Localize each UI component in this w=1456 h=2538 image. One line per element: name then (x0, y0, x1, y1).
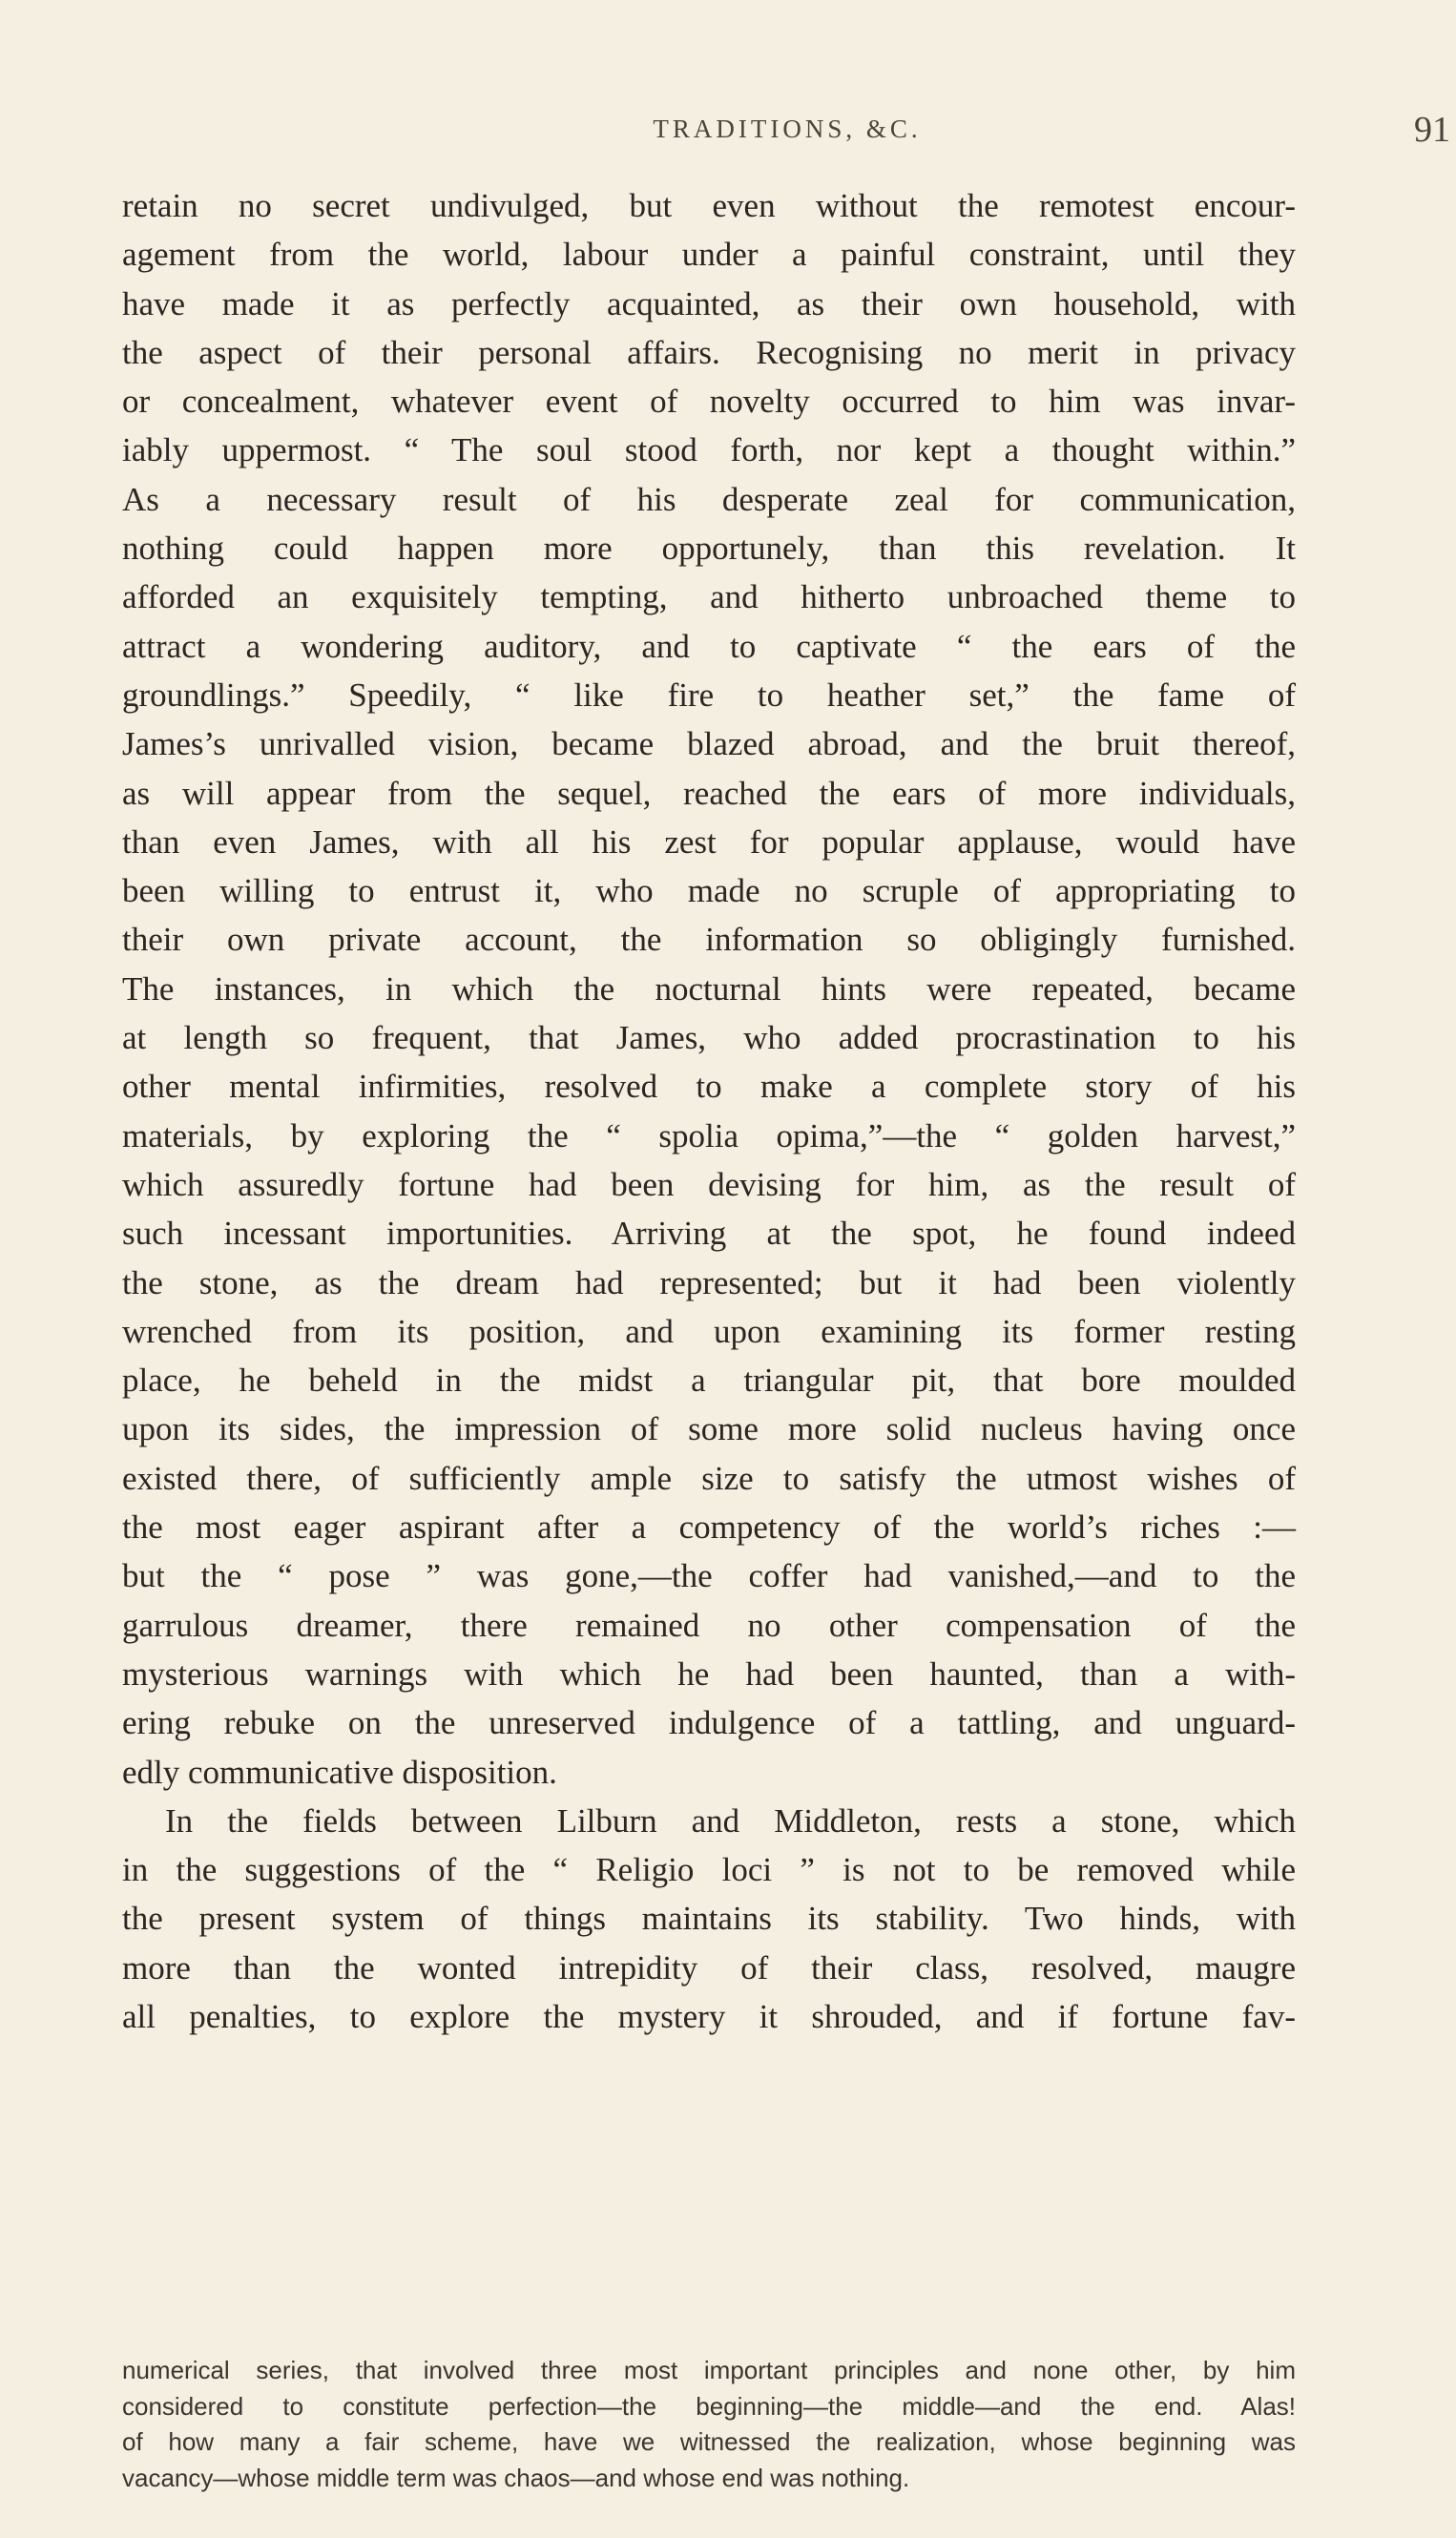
text-line: the most eager aspirant after a competency of the world’s riches :— (122, 1508, 1296, 1547)
text-line: at length so frequent, that James, who added procrastination to his (122, 1019, 1296, 1057)
text-line: James’s unrivalled vision, became blazed abroad, and the bruit thereof, (122, 725, 1296, 763)
text-line: ering rebuke on the unreserved indulgence of a tattling, and unguard- (122, 1704, 1296, 1742)
paragraph-end-line: edly communicative disposition. (122, 1753, 557, 1791)
text-line: or concealment, whatever event of novelty occurred to him was invar- (122, 383, 1296, 421)
text-line: upon its sides, the impression of some more solid nucleus having once (122, 1410, 1296, 1448)
text-line: As a necessary result of his desperate zeal for communication, (122, 480, 1296, 518)
text-line: garrulous dreamer, there remained no other compensation of the (122, 1606, 1296, 1644)
footnote-line: of how many a fair scheme, have we witnessed the realization, whose beginning was (122, 2427, 1296, 2456)
text-line: have made it as perfectly acquainted, as their own household, with (122, 284, 1296, 322)
text-line: the stone, as the dream had represented; but it had been violently (122, 1263, 1296, 1301)
running-title: TRADITIONS, &C. (653, 114, 922, 143)
text-line: iably uppermost. “ The soul stood forth, nor kept a thought within.” (122, 431, 1296, 469)
text-line: the aspect of their personal affairs. Recognising no merit in privacy (122, 333, 1296, 371)
text-line: as will appear from the sequel, reached the ears of more individuals, (122, 774, 1296, 812)
text-line: mysterious warnings with which he had been haunted, than a with- (122, 1654, 1296, 1693)
text-line: attract a wondering auditory, and to captivate “ the ears of the (122, 627, 1296, 665)
footnote-line: numerical series, that involved three most important principles and none other, by him (122, 2356, 1296, 2384)
text-line: nothing could happen more opportunely, than this revelation. It (122, 530, 1296, 568)
text-line: all penalties, to explore the mystery it shrouded, and if fortune fav- (122, 1997, 1296, 2035)
page-number: 91 (1414, 110, 1450, 150)
main-text (122, 181, 1296, 2041)
text-line: retain no secret undivulged, but even without the remotest encour- (122, 187, 1296, 224)
text-line: place, he beheld in the midst a triangular pit, that bore moulded (122, 1362, 1296, 1400)
text-line: afforded an exquisitely tempting, and hitherto unbroached theme to (122, 578, 1296, 616)
text-line: more than the wonted intrepidity of their class, resolved, maugre (122, 1948, 1296, 1987)
text-line: been willing to entrust it, who made no scruple of appropriating to (122, 872, 1296, 910)
footnote (122, 2353, 1296, 2496)
footnote-line: vacancy—whose middle term was chaos—and whose end was nothing. (122, 2463, 910, 2492)
running-head (124, 110, 1450, 162)
text-line: materials, by exploring the “ spolia opima,”—the “ golden harvest,” (122, 1116, 1296, 1155)
text-line: groundlings.” Speedily, “ like fire to heather set,” the fame of (122, 676, 1296, 714)
text-line: which assuredly fortune had been devising for him, as the result of (122, 1165, 1296, 1203)
text-line: the present system of things maintains its stability. Two hinds, with (122, 1900, 1296, 1938)
text-line: but the “ pose ” was gone,—the coffer had vanished,—and to the (122, 1557, 1296, 1595)
text-line: in the suggestions of the “ Religio loci ” is not to be removed while (122, 1851, 1296, 1889)
text-line: such incessant importunities. Arriving at the spot, he found indeed (122, 1215, 1296, 1253)
text-line: existed there, of sufficiently ample size to satisfy the utmost wishes of (122, 1459, 1296, 1497)
text-line: than even James, with all his zest for popular applause, would have (122, 822, 1296, 861)
text-line: other mental infirmities, resolved to make a complete story of his (122, 1068, 1296, 1106)
paragraph-start-line: In the fields between Lilburn and Middleton, rests a stone, which (165, 1801, 1296, 1840)
text-line: their own private account, the information so obligingly furnished. (122, 921, 1296, 959)
text-line: The instances, in which the nocturnal hints were repeated, became (122, 969, 1296, 1008)
text-line: agement from the world, labour under a painful constraint, until they (122, 236, 1296, 274)
footnote-line: considered to constitute perfection—the beginning—the middle—and the end. Alas! (122, 2391, 1296, 2421)
text-line: wrenched from its position, and upon examining its former resting (122, 1312, 1296, 1350)
